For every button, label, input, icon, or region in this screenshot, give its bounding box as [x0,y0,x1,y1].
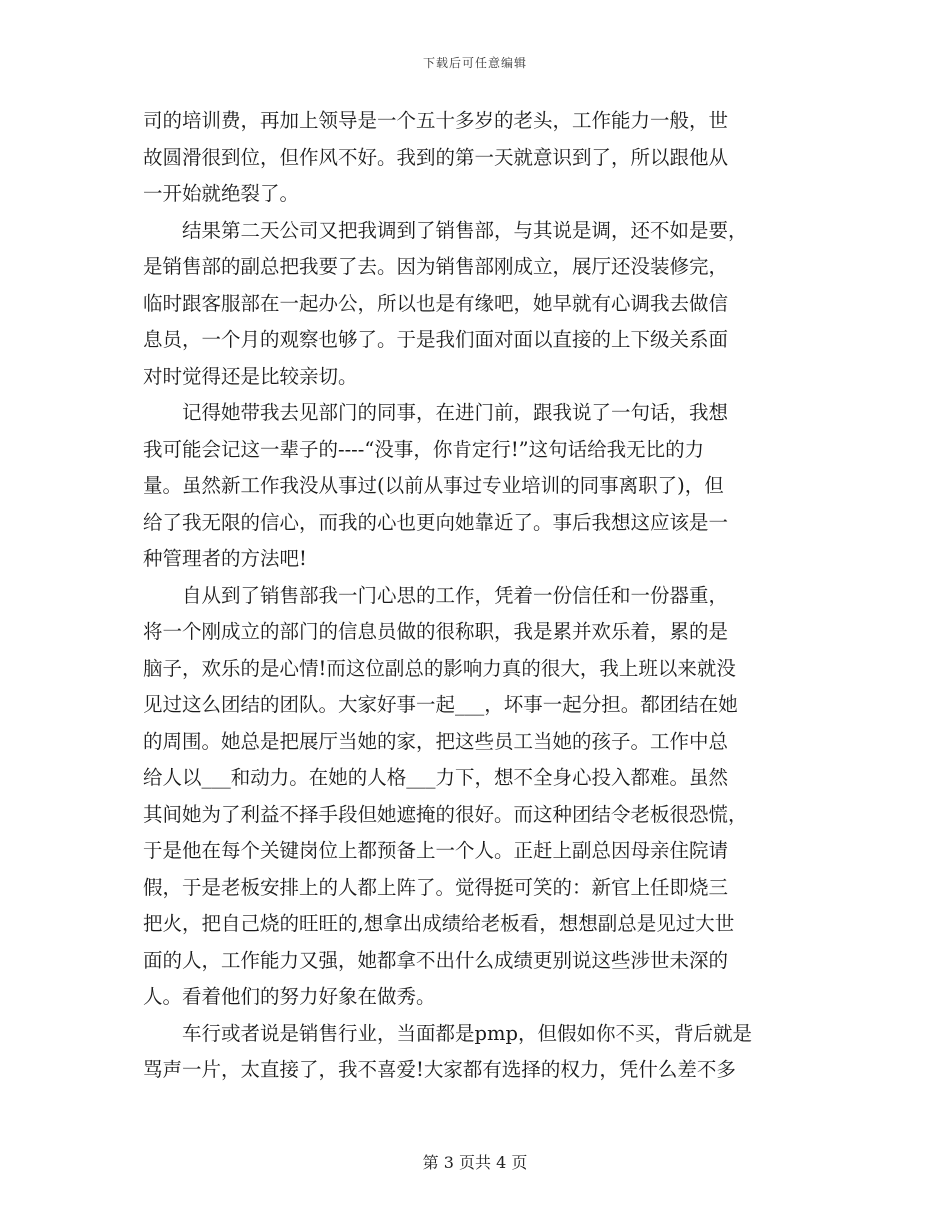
text-line: 结果第二天公司又把我调到了销售部，与其说是调，还不如是要， [143,218,748,242]
text-line: 见过这么团结的团队。大家好事一起___，坏事一起分担。都团结在她 [143,693,738,716]
text-line: 人。看着他们的努力好象在做秀。 [143,985,436,1008]
text-line: 是销售部的副总把我要了去。因为销售部刚成立，展厅还没装修完， [143,255,729,278]
text-line: 车行或者说是销售行业，当面都是pmp，但假如你不买，背后就是 [143,1021,752,1045]
text-line: 记得她带我去见部门的同事，在进门前，跟我说了一句话，我想 [143,401,729,424]
text-line: 假，于是老板安排上的人都上阵了。觉得挺可笑的：新官上任即烧三 [143,875,729,899]
text-line: 故圆滑很到位，但作风不好。我到的第一天就意识到了，所以跟他从 [143,145,729,169]
document-body [143,103,813,1089]
text-line: 对时觉得还是比较亲切。 [143,364,358,388]
text-line: 的周围。她总是把展厅当她的家，把这些员工当她的孩子。工作中总 [143,729,729,753]
text-line: 给人以___和动力。在她的人格___力下，想不全身心投入都难。虽然 [143,766,729,789]
text-line: 将一个刚成立的部门的信息员做的很称职，我是累并欢乐着，累的是 [143,620,729,643]
text-line: 种管理者的方法吧! [143,547,307,570]
text-line: 量。虽然新工作我没从事过(以前从事过专业培训的同事离职了)，但 [143,474,724,497]
text-line: 把火，把自己烧的旺旺的,想拿出成绩给老板看，想想副总是见过大世 [143,912,735,935]
text-line: 给了我无限的信心，而我的心也更向她靠近了。事后我想这应该是一 [143,510,729,534]
text-line: 我可能会记这一辈子的----“没事，你肯定行!”这句话给我无比的力 [143,437,705,461]
text-line: 司的培训费，再加上领导是一个五十多岁的老头，工作能力一般，世 [143,109,729,132]
text-line: 息员，一个月的观察也够了。于是我们面对面以直接的上下级关系面 [143,328,729,351]
text-line: 其间她为了利益不择手段但她遮掩的很好。而这种团结令老板很恐慌， [143,802,748,826]
text-line: 自从到了销售部我一门心思的工作，凭着一份信任和一份器重， [143,583,729,607]
text-line: 脑子，欢乐的是心情!而这位副总的影响力真的很大，我上班以来就没 [143,656,736,680]
text-line: 一开始就绝裂了。 [143,182,300,205]
page-header: 下载后可任意编辑 [422,56,527,70]
page-number-footer: 第 3 页共 4 页 [422,1153,528,1172]
text-line: 临时跟客服部在一起办公，所以也是有缘吧，她早就有心调我去做信 [143,291,729,315]
text-line: 骂声一片，太直接了，我不喜爱!大家都有选择的权力，凭什么差不多 [143,1058,736,1081]
text-line: 于是他在每个关键岗位上都预备上一个人。正赶上副总因母亲住院请 [143,839,729,862]
text-line: 面的人，工作能力又强，她都拿不出什么成绩更别说这些涉世未深的 [143,948,729,972]
